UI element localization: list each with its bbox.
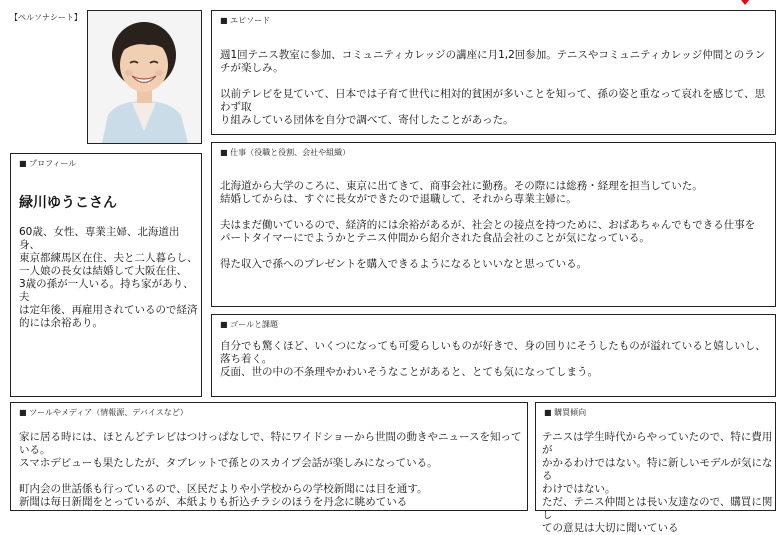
purchase-paragraph: テニスは学生時代からやっていたので、特に費用が かかるわけではない。特に新しいモデルが気になる わけではない。 ただ、テニス仲間とは長い友達なので、購買に関し ての意見は大切に聞いている: [542, 431, 773, 534]
goals-body: [220, 340, 772, 379]
corner-marker-icon: [741, 0, 749, 5]
persona-photo-frame: [87, 10, 202, 144]
profile-header: ■ プロフィール: [19, 159, 77, 168]
work-paragraph: 北海道から大学のころに、東京に出てきて、商事会社に勤務。その際には総務・経理を担当していた。 結婚してからは、すぐに長女ができたので退職して、それから専業主婦に。: [220, 180, 703, 205]
episode-paragraph: 以前テレビを見ていて、日本では子育て世代に相対的貧困が多いことを知って、孫の姿と重なって哀れを感じて、思わず取 り組みしている団体を自分で調べて、寄付したことがあった。: [220, 88, 766, 126]
work-paragraph: 得た収入で孫へのプレゼントを購入できるようになるといいなと思っている。: [220, 258, 588, 270]
tools-paragraph: 家に居る時には、ほとんどテレビはつけっぱなしで、特にワイドショーから世間の動きやニュースを知っている。 スマホデビューも果たしたが、タブレットで孫とのスカイプ会話が楽しみになっている。: [19, 431, 522, 469]
purchase-body: [542, 431, 774, 535]
tools-body: [19, 431, 525, 509]
episode-header: ■ エピソード: [220, 16, 271, 25]
profile-panel: [10, 153, 202, 397]
tools-panel: [10, 402, 528, 511]
purchase-panel: [535, 402, 776, 534]
persona-photo: [88, 11, 201, 143]
work-header: ■ 仕事（役職と役割、会社や組織）: [220, 148, 351, 157]
profile-description: 60歳、女性、専業主婦、北海道出身、 東京都練馬区在住、夫と二人暮らし、 一人娘の長女は結婚して大阪在住、 3歳の孫が一人いる。持ち家があり、夫 は定年後、再雇用されているので経済 的には余裕あり。: [19, 226, 198, 329]
tools-paragraph: 町内会の世話係も行っているので、区民だよりや小学校からの学校新聞には目を通す。 新聞は毎日新聞をとっているが、本紙よりも折込チラシのほうを丹念に眺めている: [19, 483, 428, 508]
work-panel: [211, 142, 776, 307]
persona-name: 緑川ゆうこさん: [19, 195, 117, 211]
work-body: [220, 180, 772, 271]
goals-paragraph: 自分でも驚くほど、いくつになっても可愛らしいものが好きで、身の回りにそうしたものが溢れていると嬉しいし、落ち着く。 反面、世の中の不条理やかわいそうなことがあると、とても気になってしまう。: [220, 340, 766, 378]
purchase-header: ■ 購買傾向: [544, 408, 587, 417]
episode-panel: [211, 10, 776, 135]
tools-header: ■ ツールやメディア（情報源、デバイスなど）: [19, 408, 188, 417]
goals-header: ■ ゴールと課題: [220, 320, 278, 329]
work-paragraph: 夫はまだ働いているので、経済的には余裕があるが、社会との接点を持つために、おばあちゃんでもできる仕事を パートタイマーにでようかとテニス仲間から紹介された食品会社のことが気になっている。: [220, 219, 756, 244]
episode-body: [220, 49, 772, 127]
episode-paragraph: 週1回テニス教室に参加、コミュニティカレッジの講座に月1,2回参加。テニスやコミュニティカレッジ仲間とのランチが楽しみ。: [220, 49, 766, 74]
goals-panel: [211, 314, 776, 397]
sheet-label: 【ペルソナシート】: [10, 13, 82, 22]
